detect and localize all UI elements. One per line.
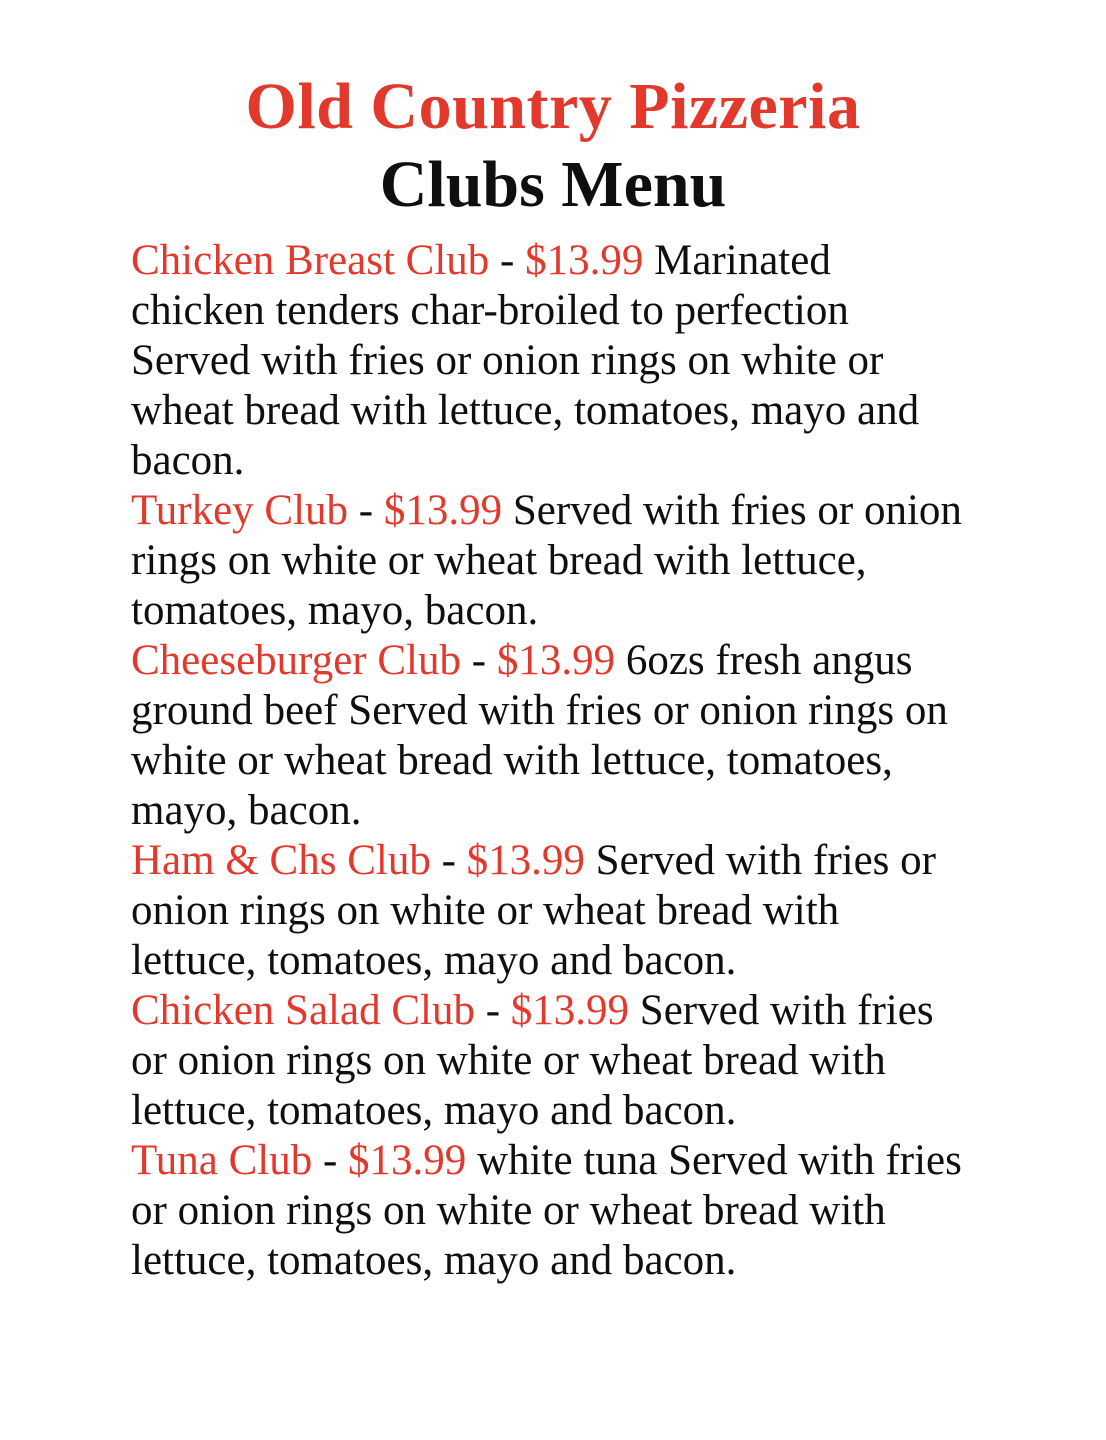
price-description-space xyxy=(502,487,513,534)
item-name: Ham & Chs Club xyxy=(131,837,431,884)
menu-item xyxy=(131,1136,967,1286)
item-description: white tuna Served with fries or onion rings on white or wheat bread with lettuce, tomatoes, mayo and bacon. xyxy=(131,1137,962,1284)
menu-item xyxy=(131,986,967,1136)
item-separator: - xyxy=(312,1137,349,1184)
price-description-space xyxy=(643,237,654,284)
item-price: $13.99 xyxy=(348,1137,467,1184)
item-name: Chicken Breast Club xyxy=(131,237,490,284)
item-name: Cheeseburger Club xyxy=(131,637,461,684)
price-description-space xyxy=(615,637,626,684)
item-separator: - xyxy=(430,837,467,884)
item-separator: - xyxy=(489,237,526,284)
menu-section-title: Clubs Menu xyxy=(379,148,727,221)
item-description: Served with fries or onion rings on white or wheat bread with lettuce, tomatoes, mayo and bacon. xyxy=(131,837,936,984)
menu-item xyxy=(131,486,967,636)
item-price: $13.99 xyxy=(383,487,503,534)
item-price: $13.99 xyxy=(496,637,616,684)
menu-items-list xyxy=(131,236,967,1286)
item-name: Chicken Salad Club xyxy=(131,987,475,1034)
item-separator: - xyxy=(461,637,497,684)
item-description: Served with fries or onion rings on white or wheat bread with lettuce, tomatoes, mayo and bacon. xyxy=(131,987,934,1134)
menu-item xyxy=(131,636,967,836)
item-description: Marinated chicken tenders char-broiled to perfection Served with fries or onion rings on white or wheat bread with lettuce, tomatoes, mayo and bacon. xyxy=(131,237,920,484)
item-separator: - xyxy=(348,487,384,534)
item-name: Tuna Club xyxy=(131,1137,313,1184)
menu-header xyxy=(0,0,1106,224)
item-description: 6ozs fresh angus ground beef Served with fries or onion rings on white or wheat bread with lettuce, tomatoes, mayo, bacon. xyxy=(131,637,948,834)
item-separator: - xyxy=(474,987,511,1034)
price-description-space xyxy=(629,987,640,1034)
price-description-space xyxy=(585,837,596,884)
item-description: Served with fries or onion rings on white or wheat bread with lettuce, tomatoes, mayo, bacon. xyxy=(131,487,962,634)
item-price: $13.99 xyxy=(466,837,585,884)
menu-item xyxy=(131,836,967,986)
price-description-space xyxy=(466,1137,477,1184)
item-name: Turkey Club xyxy=(131,487,349,534)
item-price: $13.99 xyxy=(525,237,644,284)
menu-item xyxy=(131,236,967,486)
item-price: $13.99 xyxy=(510,987,630,1034)
restaurant-title: Old Country Pizzeria xyxy=(245,70,861,143)
